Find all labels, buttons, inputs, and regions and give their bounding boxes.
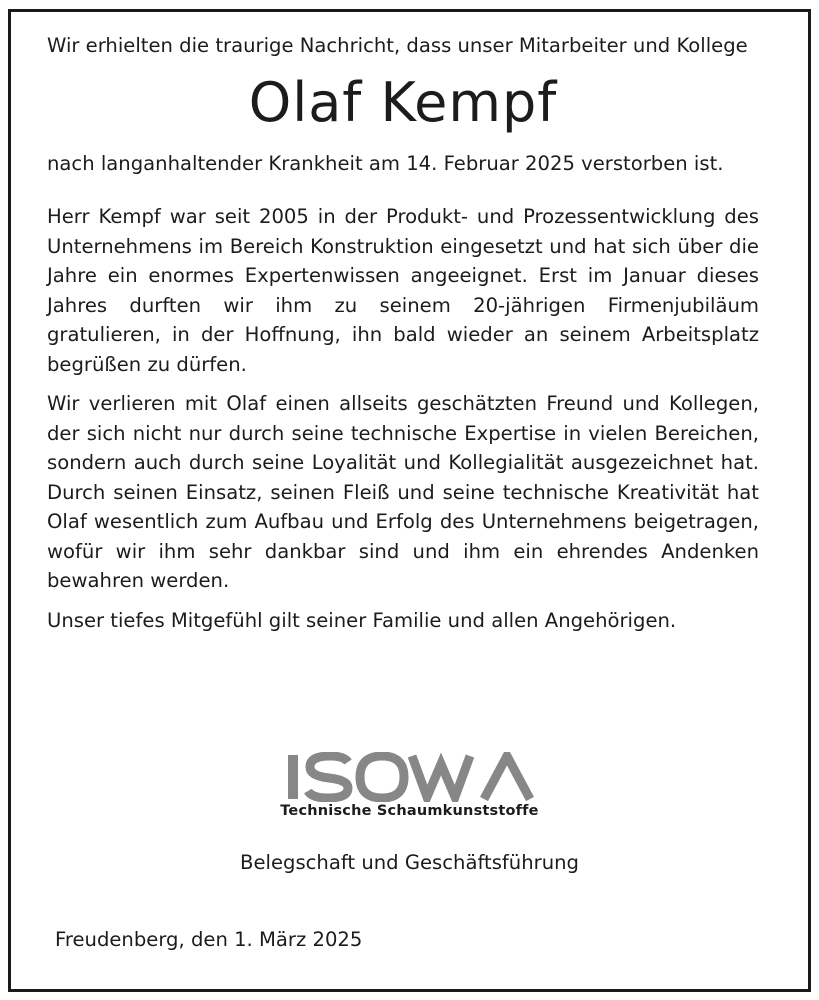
logo-tagline: Technische Schaumkunststoffe [280,803,539,819]
logo-letter [308,756,348,798]
intro-text: Wir erhielten die traurige Nachricht, dass unser Mitarbeiter und Kollege [47,34,748,57]
company-logo [0,752,819,819]
logo-letter [288,755,298,799]
notice-body [47,31,759,635]
paragraph-tribute: Wir verlieren mit Olaf einen allseits geschätzten Freund und Kollegen, der sich nicht nur durch seine technische Expertise in vielen Bereichen, sondern auch durch seine Loyalität und Kollegialität ausgezeichnet hat. Durch seinen Einsatz, seinen Fleiß und seine technische Kreativität hat Olaf wesentlich zum Aufbau und Erfolg des Unternehmens beigetragen, wofür wir ihm sehr dankbar sind und ihm ein ehrendes Andenken bewahren werden. [47,392,759,592]
logo-letter [360,756,404,798]
place-and-date: Freudenberg, den 1. März 2025 [55,928,363,951]
deceased-name: Olaf Kempf [248,70,558,134]
passing-text: nach langanhaltender Krankheit am 14. Februar 2025 verstorben ist. [47,151,724,175]
signatory: Belegschaft und Geschäftsführung [240,851,579,874]
paragraph-condolence: Unser tiefes Mitgefühl gilt seiner Familie und allen Angehörigen. [47,608,677,632]
logo-letter [484,756,530,799]
isowa-wordmark [272,752,548,802]
paragraph-career: Herr Kempf war seit 2005 in der Produkt- und Prozessentwicklung des Unternehmens im Bereich Konstruktion eingesetzt und hat sich über die Jahre ein enormes Expertenwissen angeeignet. Erst im Januar dieses Jahres durften wir ihm zu seinem 20-jährigen Firmenjubiläum gratulieren, in der Hoffnung, ihn bald wieder an seinem Arbeitsplatz begrüßen zu dürfen. [47,205,759,376]
logo-letter [412,756,470,797]
